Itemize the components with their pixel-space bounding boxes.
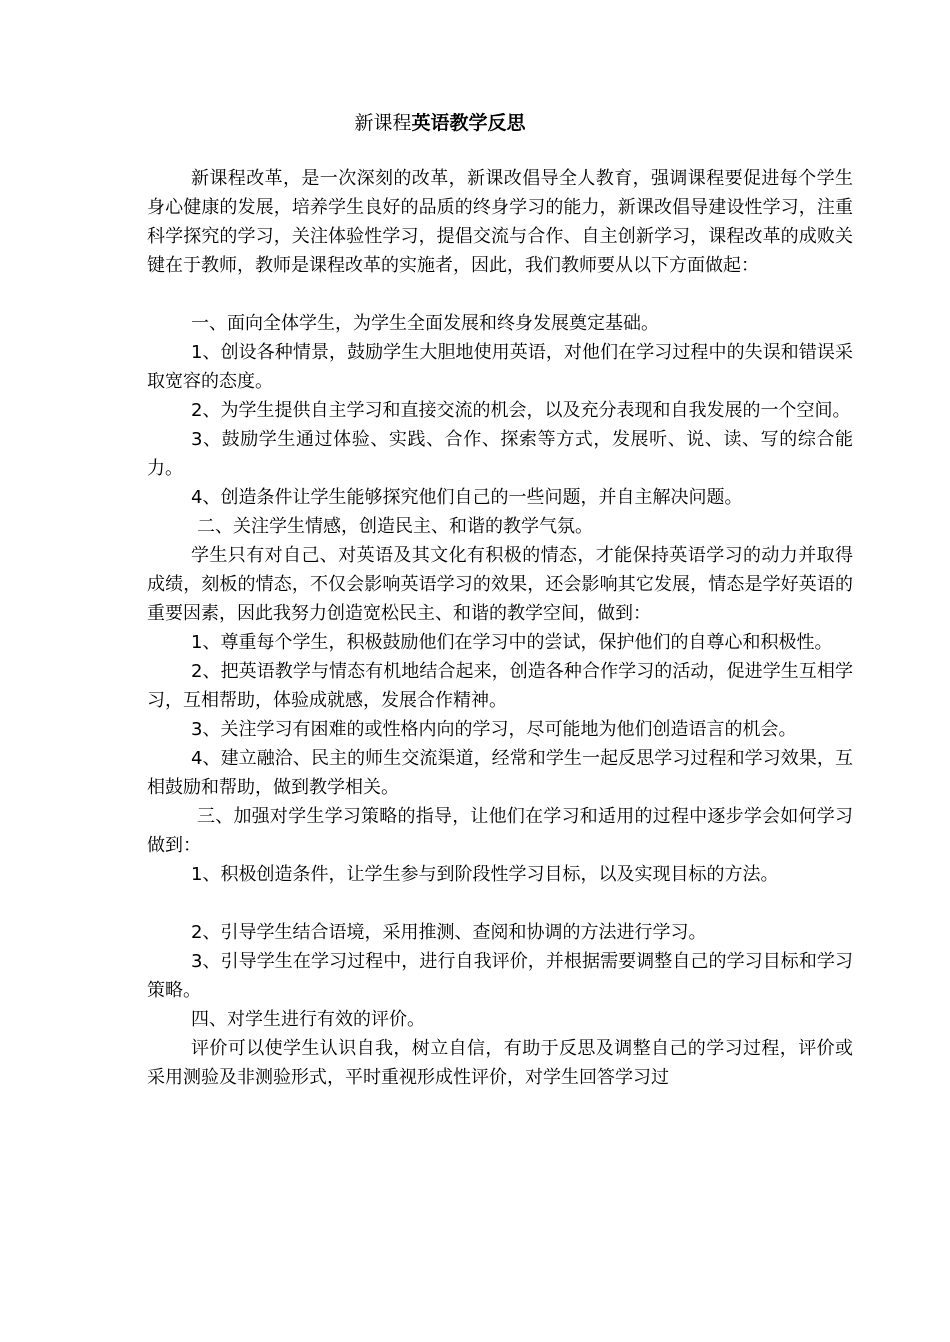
title-bold: 英语教学反思 [411, 112, 526, 134]
intro-paragraph: 新课程改革，是一次深刻的改革，新课改倡导全人教育，强调课程要促进每个学生身心健康的发展，培养学生良好的品质的终身学习的能力，新课改倡导建设性学习，注重科学探究的学习，关注体验性学习，提倡交流与合作、自主创新学习，课程改革的成败关键在于教师，教师是课程改革的实施者，因此，我们教师要从以下方面做起： [147, 168, 853, 276]
list-item: 2、为学生提供自主学习和直接交流的机会，以及充分表现和自我发展的一个空间。 [191, 400, 851, 421]
section-heading-2: 二、关注学生情感，创造民主、和谐的教学气氛。 [197, 516, 593, 537]
title-plain: 新课程 [354, 112, 412, 134]
document-page [147, 108, 853, 1092]
section-heading-3: 三、加强对学生学习策略的指导，让他们在学习和适用的过程中逐步学会如何学习做到： [147, 806, 853, 856]
list-item: 4、建立融洽、民主的师生交流渠道，经常和学生一起反思学习过程和学习效果，互相鼓励和帮助，做到教学相关。 [147, 748, 853, 798]
list-item: 4、创造条件让学生能够探究他们自己的一些问题，并自主解决问题。 [191, 487, 743, 508]
list-item: 2、把英语教学与情态有机地结合起来，创造各种合作学习的活动，促进学生互相学习，互相帮助，体验成就感，发展合作精神。 [147, 661, 853, 711]
section-heading-1: 一、面向全体学生，为学生全面发展和终身发展奠定基础。 [191, 313, 659, 334]
list-item: 3、关注学习有困难的或性格内向的学习，尽可能地为他们创造语言的机会。 [191, 719, 797, 740]
body-paragraph: 学生只有对自己、对英语及其文化有积极的情态，才能保持英语学习的动力并取得成绩，刻板的情态，不仅会影响英语学习的效果，还会影响其它发展，情态是学好英语的重要因素，因此我努力创造宽松民主、和谐的教学空间，做到： [147, 545, 853, 624]
list-item: 3、引导学生在学习过程中，进行自我评价，并根据需要调整自己的学习目标和学习策略。 [147, 951, 853, 1001]
list-item: 1、创设各种情景，鼓励学生大胆地使用英语，对他们在学习过程中的失误和错误采取宽容的态度。 [147, 342, 853, 392]
body-paragraph: 评价可以使学生认识自我，树立自信，有助于反思及调整自己的学习过程，评价或采用测验及非测验形式，平时重视形成性评价，对学生回答学习过 [147, 1038, 853, 1088]
list-item: 1、积极创造条件，让学生参与到阶段性学习目标，以及实现目标的方法。 [191, 864, 779, 885]
list-item: 2、引导学生结合语境，采用推测、查阅和协调的方法进行学习。 [191, 922, 707, 943]
section-heading-4: 四、对学生进行有效的评价。 [191, 1009, 425, 1030]
list-item: 3、鼓励学生通过体验、实践、合作、探索等方式，发展听、说、读、写的综合能力。 [147, 429, 853, 479]
blank-line [147, 889, 853, 918]
document-title [147, 108, 853, 138]
list-item: 1、尊重每个学生，积极鼓励他们在学习中的尝试，保护他们的自尊心和积极性。 [191, 632, 833, 653]
blank-line [147, 280, 853, 309]
